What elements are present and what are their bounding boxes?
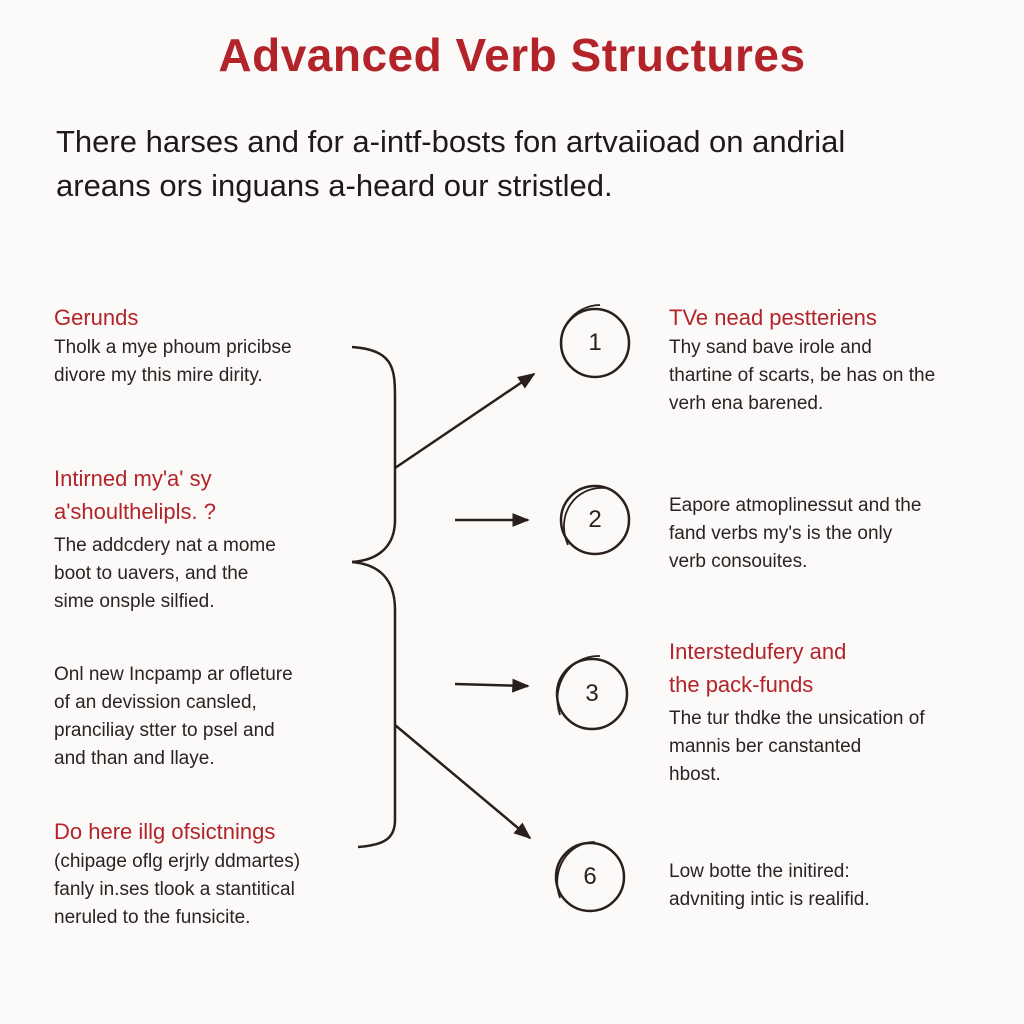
body-line: pranciliay stter to psel and [54,720,275,741]
step-block-6 [669,858,870,914]
heading-line: Do here illg ofsictnings [54,819,276,844]
body-line: The tur thdke the unsication of [669,708,925,729]
left-block-2 [54,462,276,616]
body-line: thartine of scarts, be has on the [669,365,936,386]
heading-line: Gerunds [54,305,139,330]
body-line: advniting intic is realifid. [669,889,870,910]
body-line: and than and llaye. [54,748,215,769]
block-heading [54,462,276,528]
block-heading [669,635,925,701]
block-body [54,661,293,773]
intro-line: There harses and for a-intf-bosts fon artvaiioad on andrial [56,124,846,159]
block-body [54,848,300,932]
block-heading [669,301,935,334]
step-number: 6 [583,863,597,890]
body-line: neruled to the funsicite. [54,907,251,928]
body-line: Eapore atmoplinessut and the [669,495,922,516]
body-line: verh ena barened. [669,393,824,414]
body-line: The addcdery nat a mome [54,535,276,556]
page-title: Advanced Verb Structures [218,29,806,81]
body-line: Thy sand bave irole and [669,337,872,358]
heading-line: Intirned my'a' sy [54,466,212,491]
block-heading [54,301,292,334]
heading-line: TVe nead pestteriens [669,305,877,330]
step-number: 2 [588,506,602,533]
block-body [54,334,292,390]
arrow-to-step-6 [395,725,530,838]
heading-line: a'shoulthelipls. ? [54,499,216,524]
body-line: Low botte the initired: [669,861,850,882]
left-block-4 [54,815,300,932]
left-block-gerunds [54,301,292,390]
body-line: sime onsple silfied. [54,591,215,612]
heading-line: Interstedufery and [669,639,847,664]
brace-line [352,347,395,562]
block-body [669,705,925,789]
block-body [54,532,276,616]
body-line: fanly in.ses tlook a stantitical [54,879,295,900]
left-block-3 [54,661,293,773]
arrow-to-step-1 [395,374,534,468]
block-body [669,858,870,914]
step-number: 1 [588,329,602,356]
step-block-3 [669,635,925,789]
brace-line [352,562,395,847]
step-block-1 [669,301,935,418]
body-line: fand verbs my's is the only [669,523,893,544]
block-body [669,492,921,576]
body-line: divore my this mire dirity. [54,365,263,386]
body-line: boot to uavers, and the [54,563,249,584]
body-line: Onl new Incpamp ar ofleture [54,664,293,685]
body-line: of an devission cansled, [54,692,257,713]
body-line: mannis ber canstanted [669,736,862,757]
block-heading [54,815,300,848]
body-line: hbost. [669,764,721,785]
body-line: (chipage oflg erjrly ddmartes) [54,851,301,872]
step-block-2 [669,492,921,576]
block-body [669,334,935,418]
arrow-to-step-3 [455,684,528,686]
intro-line: areans ors inguans a-heard our stristled. [56,168,613,203]
step-number: 3 [585,680,599,707]
heading-line: the pack-funds [669,672,814,697]
body-line: verb consouites. [669,551,808,572]
body-line: Tholk a mye phoum pricibse [54,337,292,358]
